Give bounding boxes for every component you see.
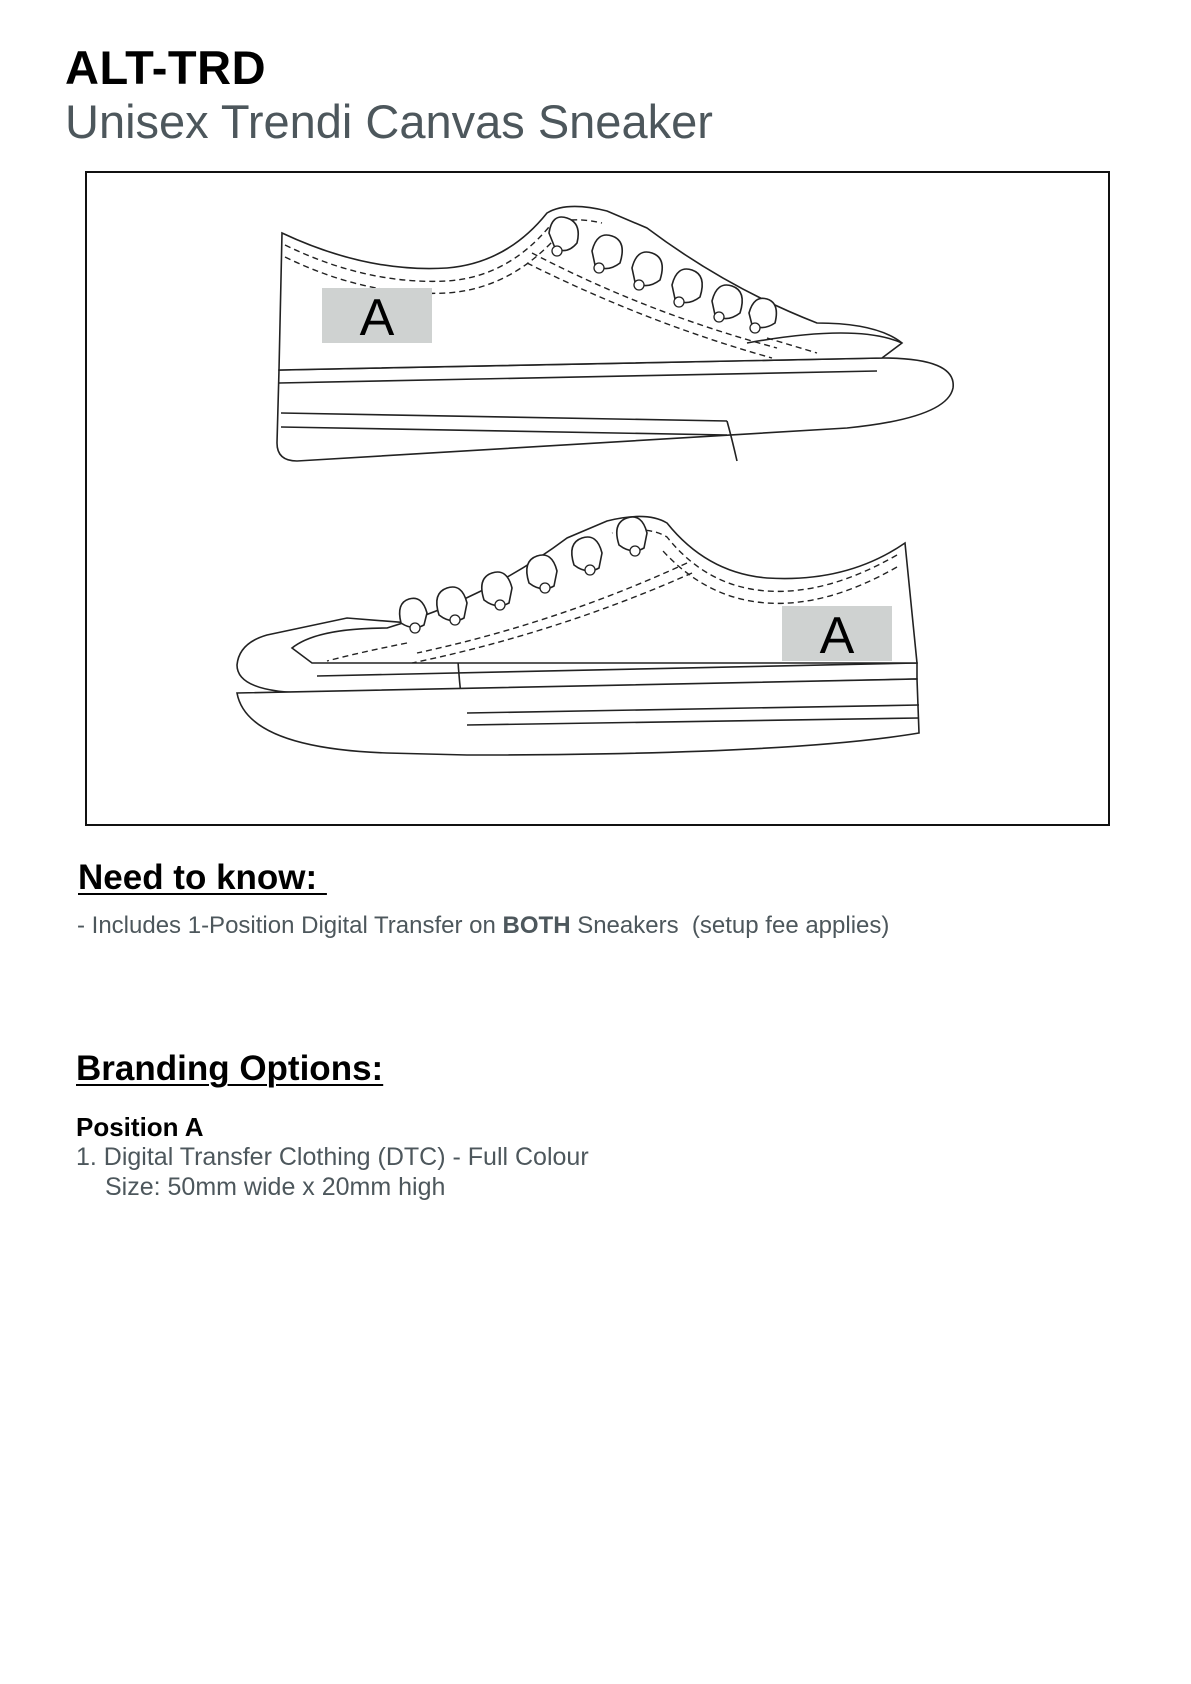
- need-to-know-heading: Need to know:: [78, 858, 327, 897]
- product-code: ALT-TRD: [65, 41, 267, 94]
- position-a-label-bottom: A: [819, 607, 855, 665]
- note-prefix: - Includes 1-Position Digital Transfer on: [77, 912, 503, 939]
- sneaker-bottom-illustration: [237, 516, 919, 755]
- product-illustration-frame: [85, 171, 1110, 826]
- need-to-know-note: [77, 912, 889, 941]
- sneaker-top-illustration: [277, 206, 953, 461]
- branding-size-line: Size: 50mm wide x 20mm high: [105, 1173, 446, 1201]
- position-a-label-top: A: [359, 289, 395, 347]
- sneaker-drawings: [87, 173, 1107, 823]
- product-title: Unisex Trendi Canvas Sneaker: [65, 95, 713, 148]
- note-bold: BOTH: [502, 912, 571, 939]
- branding-options-heading: Branding Options:: [76, 1049, 384, 1088]
- note-suffix: Sneakers (setup fee applies): [570, 912, 890, 939]
- position-title: Position A: [76, 1112, 204, 1142]
- branding-option-line: 1. Digital Transfer Clothing (DTC) - Full Colour: [76, 1143, 589, 1171]
